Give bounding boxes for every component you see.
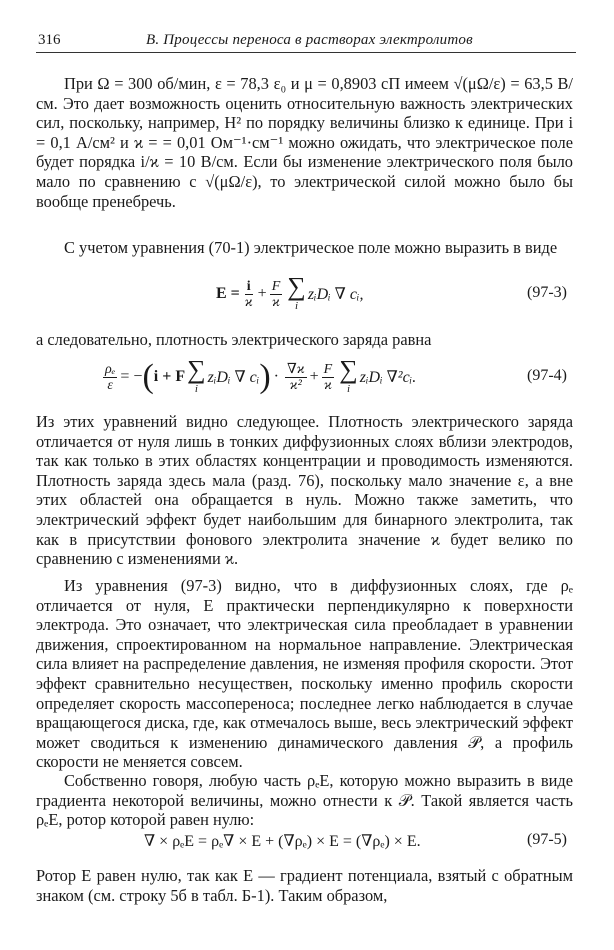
eq1-term: zᵢDᵢ ∇ cᵢ,	[307, 286, 364, 303]
page-number: 316	[38, 32, 61, 48]
eq2-fraction-2: $\frac{\nabla ϰ}{\text{ϰ²}}$	[286, 361, 305, 393]
equation-97-3	[36, 274, 573, 314]
eq1-number: (97-3)	[527, 284, 567, 301]
equation-97-5	[36, 828, 573, 854]
eq2-number: (97-4)	[527, 367, 567, 384]
eq2-fraction-3: $\frac{F}{ϰ}$	[323, 361, 333, 393]
paragraph-6: Собственно говоря, любую часть ρₑE, которую можно выразить в виде градиента некоторой величины, можно отнести к 𝒫. Такой является часть ρₑE, ротор которой равен нулю:	[36, 771, 573, 830]
eq3-expression: ∇ × ρₑE = ρₑ∇ × E + (∇ρₑ) × E = (∇ρₑ) × E.	[144, 833, 421, 850]
eq2-lparen: (	[142, 358, 154, 395]
eq1-lhs: E =	[216, 285, 240, 302]
paragraph-5: Из уравнения (97-3) видно, что в диффузионных слоях, где ρₑ отличается от нуля, E практически перпендикулярно к поверхности электрода. Это означает, что электрическая сила преобладает в уравнении движения, спроектированном на нормальное направление. Электрическая сила влияет на распределение давления, не изменяя профиля скорости. Этот эффект сравнительно несуществен, поскольку именно профиль скорости определяет скорость массопереноса; последнее легко наблюдается в случае вращающегося диска, где, как отмечалось выше, весь электрический эффект может сводиться к изменению динамического давления 𝒫, а профиль скорости не меняется совсем.	[36, 576, 573, 772]
paragraph-4: Из этих уравнений видно следующее. Плотность электрического заряда отличается от нуля лишь в тонких диффузионных слоях вблизи электродов, так как только в этих областях концентрации и проводимость изменяются. Плотность заряда здесь мала (разд. 76), поскольку мало значение ε, а вне этих областей она обращается в нуль. Можно также заметить, что электрический эффект будет наибольшим для бинарного электролита, так как в присутствии фонового электролита значение ϰ будет велико по сравнению с изменениями ϰ.	[36, 412, 573, 569]
running-head: В. Процессы переноса в растворах электролитов	[146, 32, 473, 48]
eq2-term-2: zᵢDᵢ ∇²cᵢ.	[359, 369, 417, 386]
eq1-fraction-2: $\frac{F}{ϰ}$	[271, 278, 281, 310]
eq2-dot: ·	[273, 368, 279, 385]
eq1-plus: +	[257, 285, 267, 302]
eq3-number: (97-5)	[527, 831, 567, 848]
eq2-rparen: )	[259, 358, 271, 395]
page-header	[36, 30, 576, 53]
paragraph-7: Ротор E равен нулю, так как E — градиент потенциала, взятый с обратным знаком (см. строку 5б в табл. Б-1). Таким образом,	[36, 866, 573, 905]
eq2-inner-term: zᵢDᵢ ∇ cᵢ	[207, 369, 260, 386]
equation-97-4	[36, 354, 573, 400]
eq1-sum: ∑ i	[287, 272, 306, 312]
eq2-inner-i: i + F	[153, 368, 186, 385]
eq2-sum-1: ∑ i	[187, 355, 206, 395]
eq2-fraction-1: $\frac{\text{ρₑ}}{\varepsilon}$	[105, 361, 116, 393]
eq2-sum-2: ∑ i	[339, 355, 358, 395]
paragraph-1: При Ω = 300 об/мин, ε = 78,3 ε₀ и μ = 0,8903 сП имеем √(μΩ/ε) = 63,5 В/см. Это дает возможность оценить относительную важность электрических сил, поскольку, например, H² по порядку величины близко к единице. При i = 0,1 А/см² и ϰ = = 0,01 Ом⁻¹·см⁻¹ можно ожидать, что электрическое поле будет порядка i/ϰ = 10 В/см. Если бы изменение электрического поля было мало по сравнению с √(μΩ/ε), то электрической силой можно было бы вообще пренебречь.	[36, 74, 573, 211]
paragraph-2: С учетом уравнения (70-1) электрическое поле можно выразить в виде	[64, 238, 558, 257]
eq2-plus: +	[309, 368, 319, 385]
eq1-fraction-1: $\frac{i}{ϰ}$	[244, 278, 253, 310]
eq2-eq-minus: = −	[120, 368, 143, 385]
paragraph-3: а следовательно, плотность электрического заряда равна	[36, 330, 432, 349]
